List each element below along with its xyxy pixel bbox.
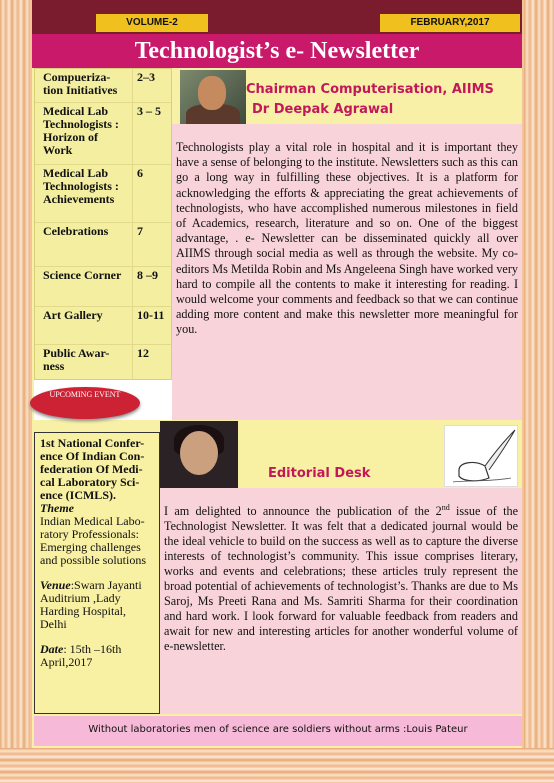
table-of-contents <box>34 68 172 380</box>
editor-photo-face <box>180 431 218 475</box>
toc-row[interactable] <box>35 223 171 267</box>
toc-pages: 7 <box>137 224 143 238</box>
chairman-name: Dr Deepak Agrawal <box>252 102 394 117</box>
event-date-text: : 15th –16th April,2017 <box>40 642 122 669</box>
event-title: 1st National Confer-ence Of Indian Con-federation Of Medi-cal Laboratory Sci-ence (ICMLS). <box>40 436 145 502</box>
editorial-heading: Editorial Desk <box>268 466 371 481</box>
event-venue <box>40 579 154 631</box>
event-date-label: Date <box>40 642 64 656</box>
toc-row[interactable] <box>35 165 171 223</box>
event-venue-text: :Swarn Jayanti Auditrium ,Lady Harding Hospital, Delhi <box>40 578 142 631</box>
newsletter-title: Technologist’s e- Newsletter <box>32 34 522 68</box>
toc-row[interactable] <box>35 345 171 379</box>
editor-photo <box>160 421 238 491</box>
toc-row[interactable] <box>35 69 171 103</box>
event-theme-label: Theme <box>40 501 74 515</box>
chairman-message: Technologists play a vital role in hospital and it is important they have a sense of belonging to the institute. Newsletters such as this can go a long way in fulfilling these objectives. It is a platform for acknowledging the efforts & appreciating the great achievements of technologists, who have accomplished numerous milestones in field of Academics, research, literature and so on. One of the biggest advantage, . e- Newsletter can be disseminated quickly all over AIIMS through social media as well as through the website. My co-editors Ms Metilda Robin and Ms Angeleena Singh have worked very hard to compile all the contents to make it interesting for reading. I would welcome your comments and feedback so that we can continue adding more content and make this newsletter more meaningful for you. <box>176 140 518 337</box>
top-bar <box>32 0 522 34</box>
left-border-strip <box>0 0 30 783</box>
event-date <box>40 643 154 669</box>
toc-title: Celebrations <box>35 223 133 266</box>
toc-title: Compueriza-tion Initiatives <box>35 69 133 102</box>
toc-row[interactable] <box>35 267 171 307</box>
event-theme: Indian Medical Labo-ratory Professionals: Emerging challenges and possible solutions <box>40 514 147 567</box>
event-panel <box>34 432 160 714</box>
editorial-text <box>164 500 518 654</box>
editorial-text-pre: I am delighted to announce the publication of the 2 <box>164 504 442 519</box>
bottom-border-band <box>0 748 554 783</box>
chairman-photo <box>180 70 246 124</box>
toc-pages: 12 <box>137 346 149 360</box>
right-border-strip <box>524 0 554 783</box>
volume-badge: VOLUME-2 <box>96 14 208 32</box>
chairman-role: Chairman Computerisation, AIIMS <box>246 82 494 97</box>
toc-title: Science Corner <box>35 267 133 306</box>
toc-pages: 6 <box>137 166 143 180</box>
chairman-photo-face <box>198 76 226 110</box>
toc-title: Public Awar-ness <box>35 345 133 379</box>
toc-pages: 10-11 <box>137 308 165 322</box>
toc-title: Art Gallery <box>35 307 133 344</box>
footer-quote: Without laboratories men of science are soldiers without arms :Louis Pateur <box>34 716 522 746</box>
toc-pages: 2–3 <box>137 70 155 84</box>
chairman-heading <box>246 80 520 120</box>
date-badge: FEBRUARY,2017 <box>380 14 520 32</box>
quill-icon <box>444 425 518 487</box>
toc-row[interactable] <box>35 307 171 345</box>
upcoming-event-badge: UPCOMING EVENT <box>30 387 140 419</box>
event-venue-label: Venue <box>40 578 71 592</box>
toc-title: Medical Lab Technologists : Horizon of Work <box>35 103 133 164</box>
toc-title: Medical Lab Technologists : Achievements <box>35 165 133 222</box>
toc-row[interactable] <box>35 103 171 165</box>
toc-pages: 3 – 5 <box>137 104 161 118</box>
editorial-text-post: issue of the Technologist Newsletter. It was felt that a dedicated journal would be the ideal vehicle to build on the success as well as to capture the diverse interests of technologist’s community. This issue comprises literary, works and events and celebrations; these articles truly represent the broad potential of achievements of technologist’s. Thanks are due to Ms Saroj, Ms Preeti Rana and Ms. Samriti Sharma for their coordination and hard work. I look forward for valuable feedback from readers and await for new and interesting articles for another wonderful volume of e-newsletter. <box>164 504 518 654</box>
editorial-text-sup: nd <box>441 503 450 512</box>
toc-pages: 8 –9 <box>137 268 158 282</box>
